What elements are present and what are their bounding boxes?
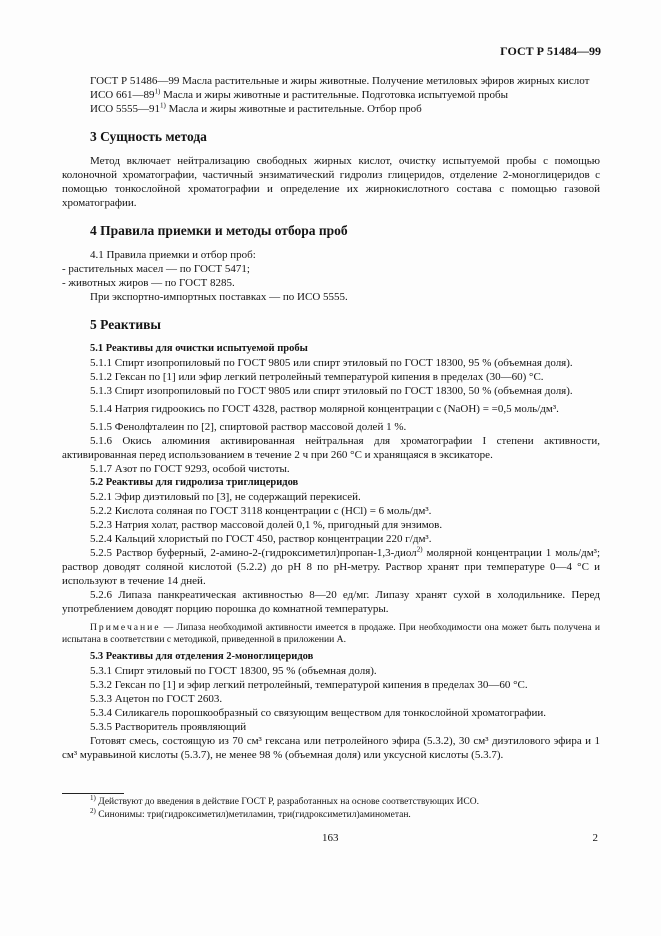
section-heading-4: 4 Правила приемки и методы отбора проб: [90, 223, 348, 238]
subsection-heading-5-2: 5.2 Реактивы для гидролиза триглицеридов: [90, 477, 299, 488]
section-heading-3: 3 Сущность метода: [90, 129, 207, 144]
footnotes: [62, 793, 600, 822]
clause-5-3-3: 5.3.3 Ацетон по ГОСТ 2603.: [90, 693, 223, 705]
clause-5-1-2: 5.1.2 Гексан по [1] или эфир легкий петролейный температурой кипения в пределах (30—60) °С.: [90, 371, 544, 383]
clause-4-1-item: - растительных масел — по ГОСТ 5471;: [62, 263, 250, 275]
note-label: Примечание: [90, 622, 161, 633]
clause-5-1-7: 5.1.7 Азот по ГОСТ 9293, особой чистоты.: [90, 463, 290, 475]
page-body: [62, 74, 600, 762]
clause-5-3-5: 5.3.5 Растворитель проявляющий: [90, 721, 247, 733]
clause-5-1-4: 5.1.4 Натрия гидроокись по ГОСТ 4328, раствор молярной концентрации с (NaOH) = =0,5 моль/дм³.: [90, 403, 559, 415]
clause-5-1-5: 5.1.5 Фенолфталеин по [2], спиртовой раствор массовой долей 1 %.: [90, 421, 407, 433]
section-3-text: Метод включает нейтрализацию свободных жирных кислот, очистку испытуемой пробы с помощью колоночной хроматографии, частичный энзиматический гидролиз глицеридов, отделение 2-моноглицеридов с помощью тонкослойной хроматографии и определение их жирнокислотного состава с помощью газовой хроматографии.: [62, 155, 600, 209]
standard-header: ГОСТ Р 51484—99: [500, 44, 601, 58]
page-number: 163: [322, 832, 339, 844]
clause-4-1-export: При экспортно-импортных поставках — по ИСО 5555.: [90, 291, 348, 303]
clause-5-1-6: 5.1.6 Окись алюминия активированная нейтральная для хроматографии I степени активности, активированная перед использованием в течение 2 ч при 260 °С и хранящаяся в эксикаторе.: [62, 435, 600, 461]
clause-5-1-1: 5.1.1 Спирт изопропиловый по ГОСТ 9805 или спирт этиловый по ГОСТ 18300, 95 % (объемная доля).: [90, 357, 573, 369]
footnote-marker: 2): [416, 545, 423, 554]
clause-5-3-4: 5.3.4 Силикагель порошкообразный со связующим веществом для тонкослойной хроматографии.: [90, 707, 547, 719]
clause-5-2-5: 5.2.5 Раствор буферный, 2-амино-2-(гидроксиметил)пропан-1,3-диол$^{2)}$ молярной концентрации 1 моль/дм³; раствор доводят соляной кислотой (5.2.2) до pH 8 по pH-метру. Раствор хранят при температуре 0—4 °С и используют в течение 14 дней.: [62, 545, 601, 587]
clause-5-3-2: 5.3.2 Гексан по [1] и эфир легкий петролейный, температурой кипения в пределах 30—60 °С.: [90, 679, 528, 691]
subsection-heading-5-1: 5.1 Реактивы для очистки испытуемой пробы: [90, 343, 308, 354]
footnote-2: $^{2)}$ Синонимы: три(гидроксиметил)метиламин, три(гидроксиметил)аминометан.: [90, 806, 411, 820]
clause-4-1: 4.1 Правила приемки и отбор проб:: [90, 249, 256, 261]
clause-5-3-5-text: Готовят смесь, состоящую из 70 см³ гексана или петролейного эфира (5.3.2), 30 см³ диэтилового эфира и 1 см³ муравьиной кислоты (5.3.7), не менее 98 % (объемная доля) или уксусной кислоты (5.3.7).: [62, 735, 600, 761]
footnote-marker: 1): [154, 87, 161, 96]
footnote-1: $^{1)}$ Действуют до введения в действие ГОСТ Р, разработанных на основе соответствующих ИСО.: [90, 793, 479, 807]
footnote-marker: 1): [90, 793, 96, 802]
clause-5-2-1: 5.2.1 Эфир диэтиловый по [3], не содержащий перекисей.: [90, 491, 361, 503]
reference-gost-51486: ГОСТ Р 51486—99 Масла растительные и жиры животные. Получение метиловых эфиров жирных кислот: [90, 75, 590, 87]
subsection-heading-5-3: 5.3 Реактивы для отделения 2-моноглицеридов: [90, 651, 314, 662]
sheet-number: 2: [592, 832, 598, 844]
reference-iso-661: ИСО 661—89$^{1)}$ Масла и жиры животные и растительные. Подготовка испытуемой пробы: [90, 87, 509, 101]
footnote-marker: 1): [159, 101, 166, 110]
clause-5-3-1: 5.3.1 Спирт этиловый по ГОСТ 18300, 95 % (объемная доля).: [90, 665, 377, 677]
footnote-marker: 2): [90, 806, 96, 815]
reference-iso-5555: ИСО 5555—91$^{1)}$ Масла и жиры животные и растительные. Отбор проб: [90, 101, 422, 115]
note: Примечание — Липаза необходимой активности имеется в продаже. При необходимости она может быть получена и испытана в соответствии с методикой, приведенной в приложении А.: [62, 622, 600, 645]
clause-4-1-item: - животных жиров — по ГОСТ 8285.: [62, 277, 235, 289]
clause-5-2-4: 5.2.4 Кальций хлористый по ГОСТ 450, раствор концентрации 220 г/дм³.: [90, 533, 432, 545]
section-heading-5: 5 Реактивы: [90, 317, 161, 332]
clause-5-2-3: 5.2.3 Натрия холат, раствор массовой долей 0,1 %, пригодный для энзимов.: [90, 519, 443, 531]
clause-5-2-2: 5.2.2 Кислота соляная по ГОСТ 3118 концентрации с (HCl) = 6 моль/дм³.: [90, 505, 432, 517]
clause-5-1-3: 5.1.3 Спирт изопропиловый по ГОСТ 9805 или спирт этиловый по ГОСТ 18300, 50 % (объемная доля).: [90, 385, 573, 397]
clause-5-2-6: 5.2.6 Липаза панкреатическая активностью 8—20 ед/мг. Липазу хранят сухой в холодильнике. Перед употреблением доводят порцию порошка до комнатной температуры.: [62, 589, 600, 615]
